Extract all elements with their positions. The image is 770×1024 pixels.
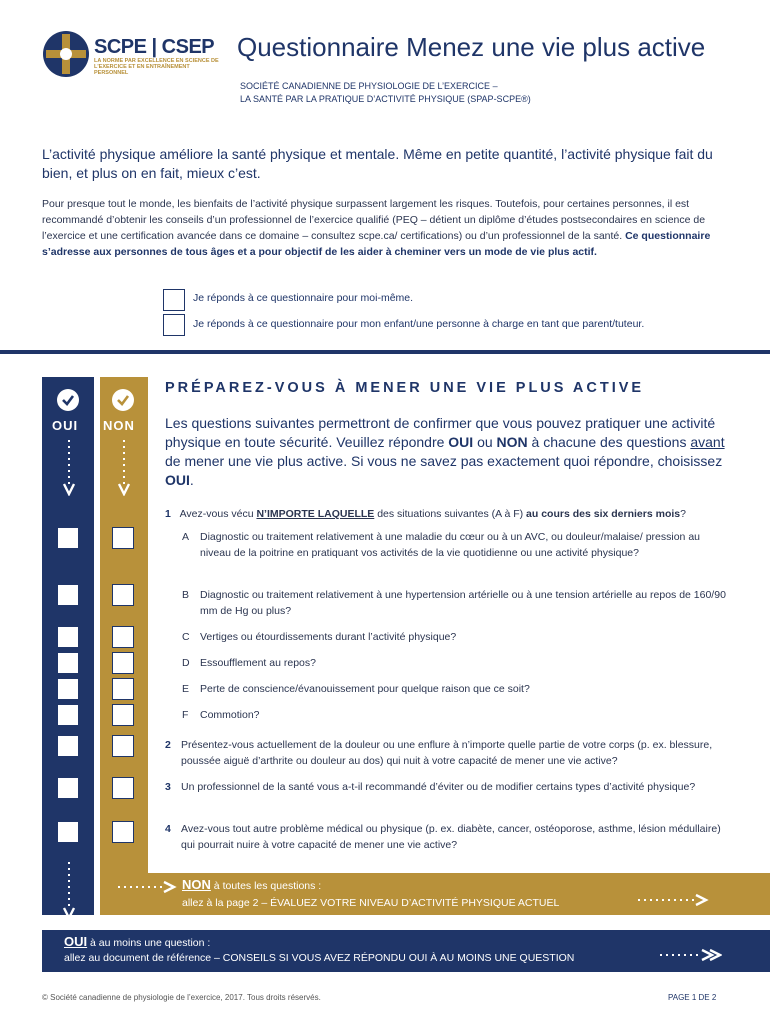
footer-page-number: PAGE 1 DE 2	[668, 993, 717, 1002]
oui-checkbox-2[interactable]	[57, 735, 79, 757]
question-4: Avez-vous tout autre problème médical ou physique (p. ex. diabète, cancer, ostéoporose, asthme, lésion médullaire) qui pourrait nuire à votre capacité de mener une vie active?	[181, 823, 721, 851]
oui-checkbox-a[interactable]	[57, 527, 79, 549]
oui-checkbox-4[interactable]	[57, 821, 79, 843]
q1-text: Avez-vous vécu	[179, 508, 257, 520]
page-subtitle	[240, 80, 531, 106]
non-checkbox-f[interactable]	[112, 704, 134, 726]
question-2: Présentez-vous actuellement de la douleur ou une enflure à n’importe quelle partie de votre corps (p. ex. blessure, poussée aiguë d’arthrite ou douleur au dos) qui nuit à votre capacité de mener une vie active?	[181, 739, 713, 767]
oui-banner-instruction[interactable]: allez au document de référence – CONSEILS SI VOUS AVEZ RÉPONDU OUI À AU MOINS UNE QUESTION	[64, 952, 575, 964]
question-b: Diagnostic ou traitement relativement à une hypertension artérielle ou à une tension artérielle au repos de 160/90 mm de Hg ou plus?	[200, 589, 726, 617]
oui-banner-heading	[64, 934, 210, 951]
self-checkbox[interactable]	[163, 289, 185, 311]
intro-highlight: Ce questionnaire s’adresse aux personnes de tous âges et a pour objectif de les aider à cheminer vers un mode de vie plus actif.	[42, 230, 711, 258]
non-banner-keyword: NON	[182, 877, 211, 892]
non-go-arrow-icon	[638, 893, 710, 912]
question-number: 4	[165, 823, 171, 835]
logo-tagline: LA NORME PAR EXCELLENCE EN SCIENCE DE L'EXERCICE ET EN ENTRAÎNEMENT PERSONNEL	[94, 58, 219, 76]
intro-text: Pour presque tout le monde, les bienfaits de l’activité physique surpassent largement les risques. Toutefois, pour certaines personnes, il est recommandé d’obtenir les conseils d’un professionnel de l’exercice qualifié (PEQ – détient un diplôme d’études postsecondaires en science de l’exercice et une certification avancée dans ce domaine – consultez scpe.ca/ certifications) ou d’un professionnel de la santé.	[42, 198, 706, 242]
non-column-label: NON	[103, 418, 135, 433]
q1-text: ?	[680, 508, 686, 520]
non-checkbox-4[interactable]	[112, 821, 134, 843]
oui-banner-rest: à au moins une question :	[87, 937, 211, 949]
dependent-option-label: Je réponds à ce questionnaire pour mon enfant/une personne à charge en tant que parent/tuteur.	[193, 318, 645, 330]
non-banner-instruction[interactable]: allez à la page 2 – ÉVALUEZ VOTRE NIVEAU D’ACTIVITÉ PHYSIQUE ACTUEL	[182, 897, 560, 909]
section-intro-part: ou	[473, 434, 497, 450]
oui-bottom-arrow-icon	[62, 862, 76, 927]
question-e: Perte de conscience/évanouissement pour quelque raison que ce soit?	[200, 683, 530, 695]
oui-checkbox-c[interactable]	[57, 626, 79, 648]
logo-icon	[42, 30, 90, 78]
oui-banner-keyword: OUI	[64, 934, 88, 949]
intro-lead: L’activité physique améliore la santé physique et mentale. Même en petite quantité, l’activité physique fait du bien, et plus on en fait, mieux c’est.	[42, 146, 713, 181]
question-letter: B	[182, 589, 190, 601]
section-title: PRÉPAREZ-VOUS À MENER UNE VIE PLUS ACTIVE	[165, 380, 645, 396]
question-number: 3	[165, 781, 171, 793]
oui-checkbox-e[interactable]	[57, 678, 79, 700]
oui-check-icon	[57, 389, 79, 411]
non-right-arrow-icon	[118, 880, 178, 899]
question-number: 2	[165, 739, 171, 751]
section-intro-part: .	[189, 472, 194, 488]
question-letter: F	[182, 709, 189, 721]
non-checkbox-3[interactable]	[112, 777, 134, 799]
section-intro-part: de mener une vie plus active. Si vous ne savez pas exactement quoi répondre, choisissez	[165, 453, 723, 469]
non-checkbox-2[interactable]	[112, 735, 134, 757]
oui-checkbox-f[interactable]	[57, 704, 79, 726]
oui-checkbox-d[interactable]	[57, 652, 79, 674]
page-title: Questionnaire Menez une vie plus active	[237, 32, 706, 62]
dependent-checkbox[interactable]	[163, 314, 185, 336]
section-intro-part: à chacune des questions	[527, 434, 691, 450]
oui-down-arrow-icon	[62, 440, 76, 501]
question-c: Vertiges ou étourdissements durant l’activité physique?	[200, 631, 457, 643]
question-3: Un professionnel de la santé vous a-t-il recommandé d’éviter ou de modifier certains types d’activité physique?	[181, 781, 696, 793]
section-oui-2: OUI	[165, 472, 190, 488]
non-checkbox-e[interactable]	[112, 678, 134, 700]
question-d: Essoufflement au repos?	[200, 657, 316, 669]
question-letter: A	[182, 531, 190, 543]
section-oui: OUI	[448, 434, 474, 450]
non-checkbox-a[interactable]	[112, 527, 134, 549]
oui-column-label: OUI	[52, 418, 79, 433]
footer-copyright: © Société canadienne de physiologie de l’exercice, 2017. Tous droits réservés.	[42, 993, 321, 1002]
q1-period: au cours des six derniers mois	[526, 508, 681, 520]
oui-checkbox-3[interactable]	[57, 777, 79, 799]
question-1	[165, 506, 735, 522]
section-non: NON	[496, 434, 528, 450]
question-letter: D	[182, 657, 190, 669]
question-a: Diagnostic ou traitement relativement à une maladie du cœur ou à un AVC, ou douleur/malaise/ pression au niveau de la poitrine en pratiquant vos activités de la vie quotidienne ou une activité physique?	[200, 531, 700, 559]
non-checkbox-d[interactable]	[112, 652, 134, 674]
intro-body	[42, 196, 732, 260]
section-divider	[0, 350, 770, 354]
non-banner-rest: à toutes les questions :	[210, 880, 322, 892]
oui-go-arrow-icon	[660, 948, 722, 967]
non-checkbox-b[interactable]	[112, 584, 134, 606]
non-checkbox-c[interactable]	[112, 626, 134, 648]
question-number: 1	[165, 508, 171, 520]
subtitle-line-1: SOCIÉTÉ CANADIENNE DE PHYSIOLOGIE DE L’EXERCICE –	[240, 81, 498, 91]
section-intro-part: Les questions suivantes permettront de confirmer que vous pouvez pratiquer une activité physique en toute sécurité. Veuillez répondre	[165, 415, 716, 450]
question-letter: C	[182, 631, 190, 643]
self-option-label: Je réponds à ce questionnaire pour moi-même.	[193, 292, 414, 304]
section-intro	[165, 414, 725, 490]
non-banner-heading	[182, 877, 321, 894]
logo-wordmark: SCPE | CSEP	[94, 36, 215, 58]
oui-checkbox-b[interactable]	[57, 584, 79, 606]
question-f: Commotion?	[200, 709, 260, 721]
q1-emphasis: N’IMPORTE LAQUELLE	[256, 508, 375, 520]
non-down-arrow-icon	[117, 440, 131, 501]
subtitle-line-2: LA SANTÉ PAR LA PRATIQUE D’ACTIVITÉ PHYSIQUE (SPAP-SCPE®)	[240, 94, 531, 104]
question-letter: E	[182, 683, 190, 695]
section-avant: avant	[690, 434, 725, 450]
non-check-icon	[112, 389, 134, 411]
q1-text: des situations suivantes (A à F)	[374, 508, 527, 520]
